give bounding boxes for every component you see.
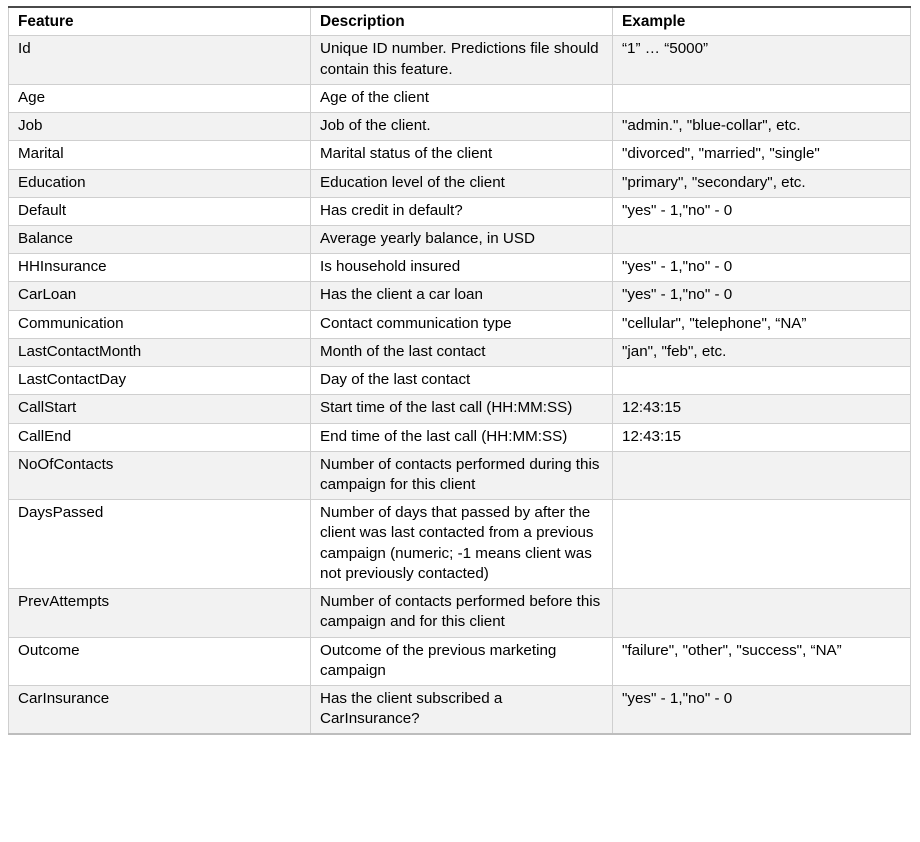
cell-feature-text: Age [18, 88, 46, 106]
cell-feature [9, 589, 311, 637]
cell-feature-text: Balance [18, 230, 73, 248]
cell-feature [9, 367, 311, 395]
table-row [9, 84, 911, 112]
table-row [9, 395, 911, 423]
column-header-feature [9, 7, 311, 36]
cell-feature [9, 395, 311, 423]
cell-feature [9, 500, 311, 589]
cell-feature [9, 451, 311, 499]
cell-feature-text: Education [18, 173, 86, 191]
cell-example-text: 12:43:15 [622, 399, 682, 417]
cell-feature-text: Outcome [18, 641, 80, 659]
cell-feature-text: NoOfContacts [18, 455, 114, 473]
cell-feature-text: CarInsurance [18, 689, 110, 707]
cell-description-text: Education level of the client [320, 173, 505, 191]
cell-description [311, 367, 613, 395]
cell-example [613, 451, 911, 499]
cell-example-text: "yes" - 1,"no" - 0 [622, 258, 733, 276]
cell-feature [9, 197, 311, 225]
cell-description-text: Day of the last contact [320, 371, 471, 389]
cell-example [613, 395, 911, 423]
table-row [9, 36, 911, 84]
cell-feature [9, 637, 311, 685]
cell-example-text: "cellular", "telephone", “NA” [622, 314, 807, 332]
cell-feature [9, 282, 311, 310]
cell-example [613, 367, 911, 395]
cell-example-text: "failure", "other", "success", “NA” [622, 641, 842, 659]
cell-description-text: Has credit in default? [320, 201, 463, 219]
cell-feature-text: Marital [18, 145, 64, 163]
cell-feature [9, 141, 311, 169]
cell-description [311, 226, 613, 254]
cell-description [311, 500, 613, 589]
column-header-example [613, 7, 911, 36]
table-header [9, 7, 911, 36]
cell-feature [9, 338, 311, 366]
cell-feature [9, 113, 311, 141]
cell-feature-text: CallStart [18, 399, 77, 417]
cell-description-text: Outcome of the previous marketing campaign [320, 641, 557, 679]
cell-description [311, 423, 613, 451]
cell-feature [9, 226, 311, 254]
table-row [9, 338, 911, 366]
cell-example-text: "yes" - 1,"no" - 0 [622, 201, 733, 219]
cell-description [311, 310, 613, 338]
table-row [9, 367, 911, 395]
column-header-description-label: Description [320, 13, 405, 30]
cell-example-text: "divorced", "married", "single" [622, 145, 820, 163]
cell-description [311, 197, 613, 225]
cell-description [311, 338, 613, 366]
cell-description-text: Has the client subscribed a CarInsurance? [320, 689, 503, 728]
cell-description-text: Number of days that passed by after the client was last contacted from a previous campaign (numeric; -1 means client was not previously contacted) [320, 504, 594, 582]
cell-example-text: "primary", "secondary", etc. [622, 173, 806, 191]
table-row [9, 500, 911, 589]
cell-description [311, 36, 613, 84]
table-header-row [9, 7, 911, 36]
cell-description [311, 113, 613, 141]
cell-example [613, 338, 911, 366]
table-row [9, 282, 911, 310]
column-header-example-label: Example [622, 13, 686, 30]
table-row [9, 254, 911, 282]
cell-example [613, 84, 911, 112]
cell-feature-text: Default [18, 201, 67, 219]
cell-feature-text: CallEnd [18, 427, 72, 445]
table-row [9, 197, 911, 225]
cell-example-text: "jan", "feb", etc. [622, 342, 727, 360]
table-row [9, 423, 911, 451]
cell-example-text: "yes" - 1,"no" - 0 [622, 286, 733, 304]
cell-feature-text: DaysPassed [18, 504, 104, 522]
cell-description-text: Job of the client. [320, 117, 431, 135]
cell-example [613, 423, 911, 451]
cell-example [613, 637, 911, 685]
cell-example [613, 282, 911, 310]
cell-description-text: Average yearly balance, in USD [320, 230, 535, 248]
cell-description [311, 84, 613, 112]
column-header-feature-label: Feature [18, 13, 74, 30]
cell-description-text: Number of contacts performed before this campaign and for this client [320, 593, 601, 631]
cell-example-text: "yes" - 1,"no" - 0 [622, 689, 733, 707]
cell-feature [9, 254, 311, 282]
table-row [9, 169, 911, 197]
cell-description-text: Is household insured [320, 258, 461, 276]
table-row [9, 589, 911, 637]
cell-example [613, 685, 911, 734]
cell-description-text: Has the client a car loan [320, 286, 483, 304]
cell-example [613, 197, 911, 225]
cell-example [613, 254, 911, 282]
feature-table-container [8, 6, 910, 735]
cell-example [613, 589, 911, 637]
cell-description-text: Number of contacts performed during this campaign for this client [320, 455, 600, 493]
cell-feature-text: Job [18, 117, 43, 135]
cell-example-text: 12:43:15 [622, 427, 682, 445]
cell-example [613, 141, 911, 169]
cell-example [613, 226, 911, 254]
feature-description-table [8, 6, 911, 735]
cell-feature-text: LastContactMonth [18, 342, 142, 360]
cell-feature-text: PrevAttempts [18, 593, 110, 611]
cell-description [311, 685, 613, 734]
cell-description-text: Start time of the last call (HH:MM:SS) [320, 399, 573, 417]
table-row [9, 637, 911, 685]
cell-feature [9, 84, 311, 112]
cell-feature [9, 423, 311, 451]
cell-feature-text: Id [18, 40, 31, 58]
table-row [9, 226, 911, 254]
table-row [9, 451, 911, 499]
cell-description-text: Unique ID number. Predictions file should contain this feature. [320, 40, 599, 78]
table-body [9, 36, 911, 734]
cell-example-text: “1” … “5000” [622, 40, 709, 58]
table-row [9, 685, 911, 734]
cell-description [311, 254, 613, 282]
cell-feature-text: HHInsurance [18, 258, 107, 276]
cell-description [311, 282, 613, 310]
cell-description [311, 395, 613, 423]
cell-description [311, 451, 613, 499]
cell-description [311, 589, 613, 637]
cell-feature-text: LastContactDay [18, 371, 127, 389]
cell-example [613, 500, 911, 589]
cell-example [613, 36, 911, 84]
cell-description-text: Month of the last contact [320, 342, 486, 360]
cell-description-text: Age of the client [320, 88, 429, 106]
cell-description-text: End time of the last call (HH:MM:SS) [320, 427, 568, 445]
column-header-description [311, 7, 613, 36]
cell-description [311, 141, 613, 169]
cell-example [613, 113, 911, 141]
cell-description [311, 637, 613, 685]
cell-description-text: Contact communication type [320, 314, 512, 332]
cell-feature [9, 169, 311, 197]
cell-description [311, 169, 613, 197]
cell-feature [9, 685, 311, 734]
cell-feature [9, 36, 311, 84]
table-row [9, 113, 911, 141]
cell-example-text: "admin.", "blue-collar", etc. [622, 117, 801, 135]
cell-feature-text: Communication [18, 314, 124, 332]
cell-example [613, 310, 911, 338]
cell-example [613, 169, 911, 197]
cell-description-text: Marital status of the client [320, 145, 493, 163]
cell-feature [9, 310, 311, 338]
table-row [9, 310, 911, 338]
table-row [9, 141, 911, 169]
cell-feature-text: CarLoan [18, 286, 77, 304]
